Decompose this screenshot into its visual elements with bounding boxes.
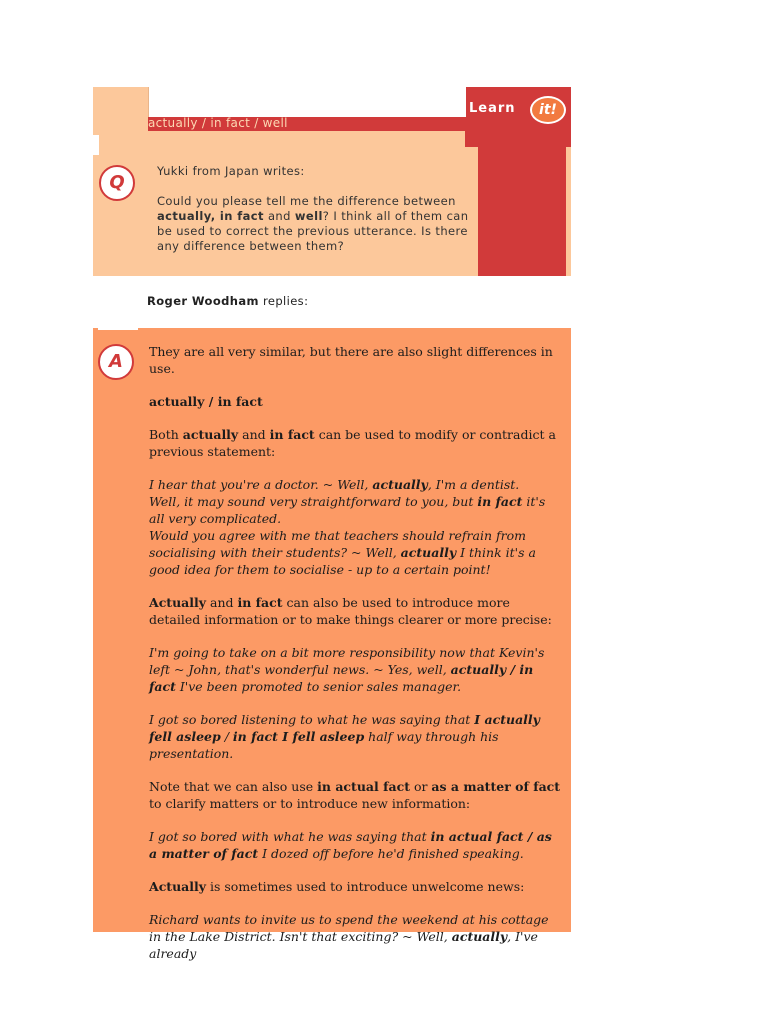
- answer-paragraph: Actually is sometimes used to introduce unwelcome news:: [149, 879, 525, 894]
- question-panel-red-column: [478, 147, 571, 276]
- answer-heading: actually / in fact: [149, 394, 263, 409]
- learn-it-logo-text: Learn: [469, 101, 516, 116]
- answer-examples: I hear that you're a doctor. ~ Well, actually, I'm a dentist. Well, it may sound very straightforward to you, but in fact it's all very complicated. Would you agree with me that teachers should refrain from socialising with their students? ~ Well, actually I think it's a good idea for them to socialise - up to a certain point!: [149, 477, 546, 577]
- question-badge-icon: Q: [99, 165, 135, 201]
- answer-paragraph: Actually and in fact can also be used to introduce more detailed information or to make things clearer or more precise:: [149, 595, 552, 627]
- answer-panel-tab: [98, 322, 138, 330]
- learn-it-logo-badge: it!: [530, 96, 566, 124]
- question-panel-edge: [566, 147, 571, 276]
- header-white-box: [148, 87, 466, 117]
- question-panel-notch: [93, 135, 99, 155]
- question-body: Could you please tell me the difference between actually, in fact and well? I think all of them can be used to correct the previous utterance. Is there any difference between them?: [157, 194, 469, 253]
- answer-example: I got so bored listening to what he was saying that I actually fell asleep / in fact I fell asleep half way through his presentation.: [149, 712, 540, 761]
- reply-verb: replies:: [262, 294, 309, 308]
- answer-example: Richard wants to invite us to spend the weekend at his cottage in the Lake District. Isn't that exciting? ~ Well, actually, I've already: [149, 912, 549, 961]
- answer-paragraph: They are all very similar, but there are also slight differences in use.: [149, 344, 553, 376]
- reply-byline: [147, 294, 308, 308]
- answer-paragraph: Note that we can also use in actual fact or as a matter of fact to clarify matters or to introduce new information:: [149, 779, 561, 811]
- answer-badge-icon: A: [98, 344, 134, 380]
- answer-example: I got so bored with what he was saying that in actual fact / as a matter of fact I dozed off before he'd finished speaking.: [149, 829, 552, 861]
- reply-author: Roger Woodham: [147, 294, 259, 308]
- question-intro: Yukki from Japan writes:: [157, 164, 305, 178]
- answer-text: [149, 343, 561, 978]
- question-text: [157, 164, 477, 254]
- page-title: actually / in fact / well: [148, 116, 288, 130]
- lesson-header: [93, 87, 571, 276]
- answer-paragraph: Both actually and in fact can be used to modify or contradict a previous statement:: [149, 427, 556, 459]
- answer-example: I'm going to take on a bit more responsibility now that Kevin's left ~ John, that's wonderful news. ~ Yes, well, actually / in fact I've been promoted to senior sales manager.: [149, 645, 545, 694]
